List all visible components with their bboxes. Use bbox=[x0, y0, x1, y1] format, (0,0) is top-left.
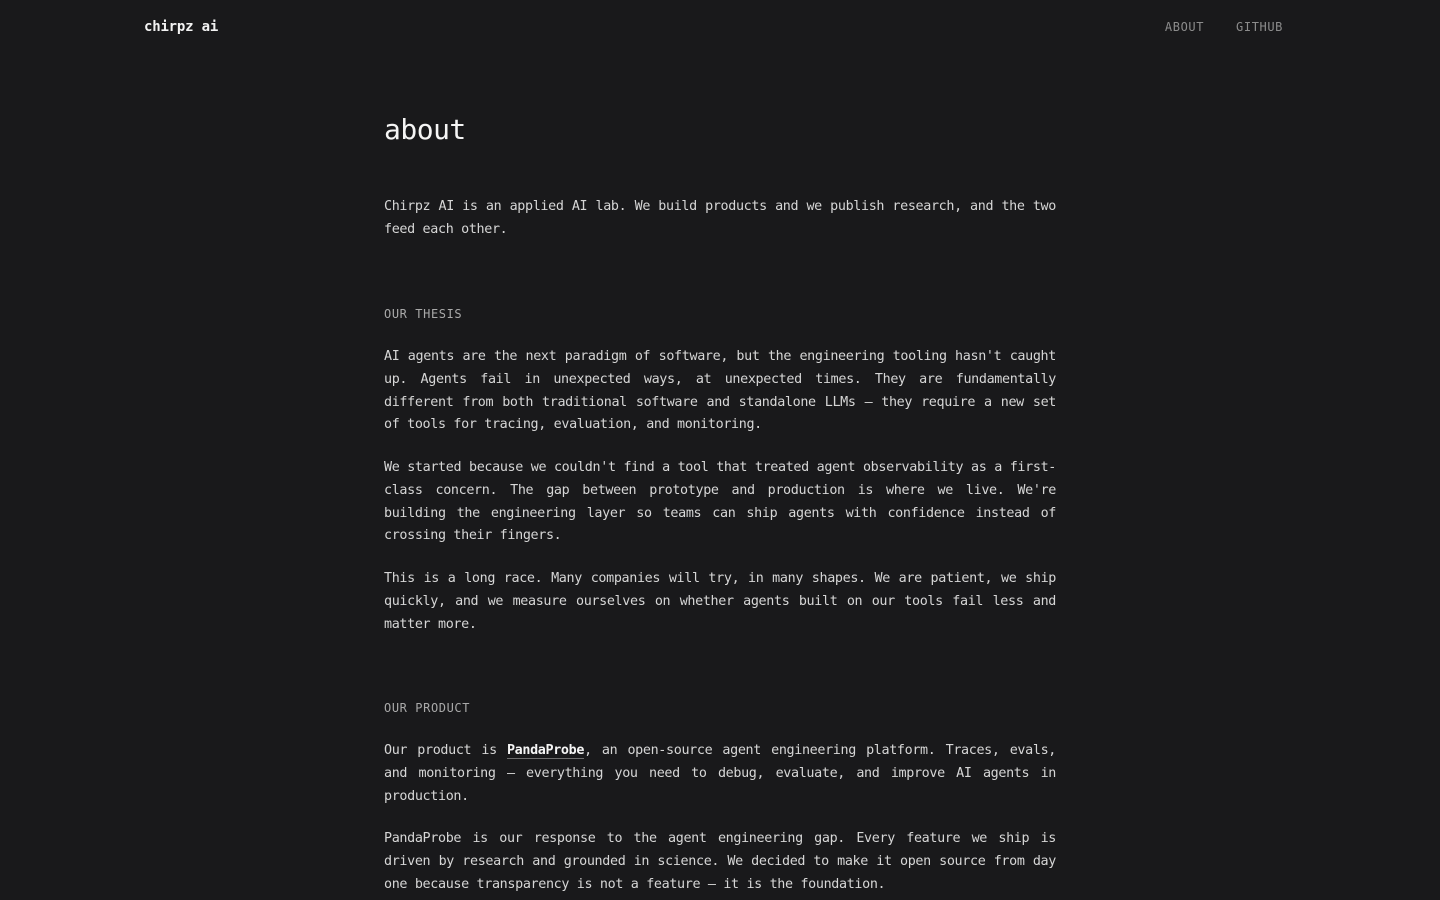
page-title: about bbox=[384, 113, 466, 146]
thesis-paragraph-1: AI agents are the next paradigm of software, but the engineering tooling hasn't caught up. Agents fail in unexpected ways, at unexpected times. They are fundamentally different from both traditional software and standalone LLMs — they require a new set of tools for tracing, evaluation, and monitoring. bbox=[384, 349, 1056, 433]
intro-paragraph: Chirpz AI is an applied AI lab. We build products and we publish research, and the two feed each other. bbox=[384, 199, 1056, 237]
product-paragraph-2: PandaProbe is our response to the agent engineering gap. Every feature we ship is driven by research and grounded in science. We decided to make it open source from day one because transparency is not a feature — it is the foundation. bbox=[384, 831, 1056, 892]
section-heading-thesis: OUR THESIS bbox=[384, 307, 463, 321]
top-navigation-bar bbox=[0, 0, 1440, 56]
brand-logo-link[interactable]: chirpz ai bbox=[144, 19, 219, 35]
main-nav bbox=[1165, 20, 1283, 34]
product-text-after-link: , an open-source agent engineering platform. Traces, evals, and monitoring — everything you need to debug, evaluate, and improve AI agents in production. bbox=[384, 743, 1056, 804]
nav-link-github[interactable]: GITHUB bbox=[1236, 20, 1283, 34]
pandaprobe-link[interactable]: PandaProbe bbox=[506, 743, 585, 758]
nav-link-about[interactable]: ABOUT bbox=[1164, 20, 1205, 34]
section-heading-product: OUR PRODUCT bbox=[384, 701, 471, 715]
product-text-before-link: Our product is bbox=[384, 743, 507, 758]
thesis-paragraph-2: We started because we couldn't find a tool that treated agent observability as a first-class concern. The gap between prototype and production is where we live. We're building the engineering layer so teams can ship agents with confidence instead of crossing their fingers. bbox=[384, 460, 1056, 544]
thesis-paragraph-3: This is a long race. Many companies will try, in many shapes. We are patient, we ship quickly, and we measure ourselves on whether agents built on our tools fail less and matter more. bbox=[384, 571, 1056, 632]
product-paragraph-1 bbox=[384, 740, 1056, 808]
